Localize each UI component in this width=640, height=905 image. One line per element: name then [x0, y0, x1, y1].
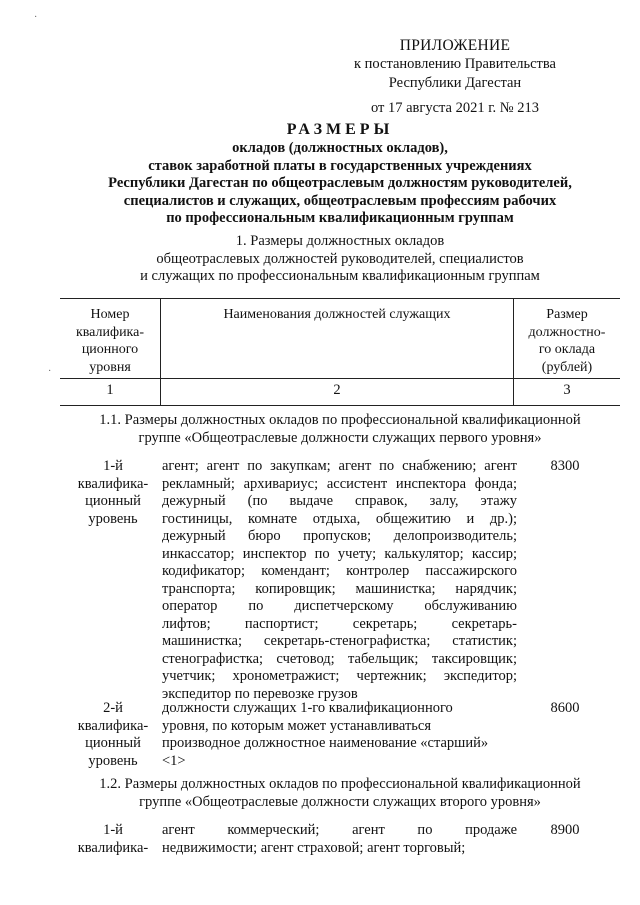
group-heading: 1.1. Размеры должностных окладов по профессиональной квалификационной группе «Общеотраслевые должности служащих первого уровня»	[99, 412, 581, 446]
column-number: 3	[563, 382, 571, 398]
qualification-level: 2-й квалифика- ционный уровень	[77, 700, 149, 769]
position-list: должности служащих 1-го квалификационного уровня, по которым может устанавливаться производное должностное наименование «старший» <1>	[162, 700, 489, 769]
table-header	[60, 298, 620, 406]
column-header-level: Номер квалифика- ционного уровня	[75, 307, 145, 375]
qualification-level: 1-й квалифика-	[77, 822, 149, 856]
position-list: агент; агент по закупкам; агент по снабжению; агент рекламный; архивариус; ассистент инспектора фонда; дежурный (по выдаче справок, залу, этажу гостиницы, комнате отдыха, общежитию и др.); дежурный бюро пропусков; делопроизводитель; инкассатор; инспектор по учету; калькулятор; кассир; кодификатор; комендант; контролер пассажирского транспорта; копировщик; машинистка; нарядчик; оператор по диспетчерскому обслуживанию лифтов; паспортист; секретарь; секретарь- машинистка; секретарь-стенографистка; статистик; стенографистка; счетовод; табельщик; таксировщик; учетчик; хронометражист; чертежник; экспедитор; экспедитор по перевозке грузов	[162, 458, 517, 702]
title-main: РАЗМЕРЫ	[286, 121, 394, 138]
salary-amount: 8600	[550, 700, 580, 716]
scan-mark: ·	[48, 366, 52, 377]
column-number: 1	[106, 382, 114, 398]
appendix-block	[340, 36, 570, 118]
column-number: 2	[333, 382, 341, 398]
salary-amount: 8900	[550, 822, 580, 838]
appendix-heading: ПРИЛОЖЕНИЕ	[399, 37, 511, 54]
position-list: агент коммерческий; агент по продаже недвижимости; агент страховой; агент торговый;	[162, 822, 517, 856]
title-line: по профессиональным квалификационным группам	[166, 210, 514, 226]
title-line: окладов (должностных окладов),	[232, 140, 448, 156]
table-rule-top	[60, 298, 620, 299]
document-title	[60, 120, 620, 228]
appendix-line: Республики Дагестан	[388, 75, 522, 91]
table-rule-mid	[60, 378, 620, 379]
section-line: 1. Размеры должностных окладов	[235, 233, 445, 249]
column-header-salary: Размер должностно- го оклада (рублей)	[528, 307, 606, 375]
group-heading: 1.2. Размеры должностных окладов по профессиональной квалификационной группе «Общеотраслевые должности служащих второго уровня»	[99, 776, 581, 810]
appendix-date: от 17 августа 2021 г. № 213	[370, 100, 540, 116]
section-line: общеотраслевых должностей руководителей, специалистов	[156, 250, 524, 267]
section-heading	[60, 233, 620, 286]
title-line: ставок заработной платы в государственных учреждениях	[148, 157, 532, 174]
title-line: Республики Дагестан по общеотраслевым должностям руководителей,	[108, 175, 572, 191]
appendix-line: к постановлению Правительства	[354, 56, 556, 72]
table-rule-bottom	[60, 405, 620, 406]
section-line: и служащих по профессиональным квалификационным группам	[140, 268, 540, 284]
salary-amount: 8300	[550, 458, 580, 474]
scan-mark: ·	[34, 12, 38, 23]
title-line: специалистов и служащих, общеотраслевым профессиям рабочих	[123, 192, 557, 209]
column-header-positions: Наименования должностей служащих	[223, 307, 451, 322]
qualification-level: 1-й квалифика- ционный уровень	[77, 458, 149, 527]
